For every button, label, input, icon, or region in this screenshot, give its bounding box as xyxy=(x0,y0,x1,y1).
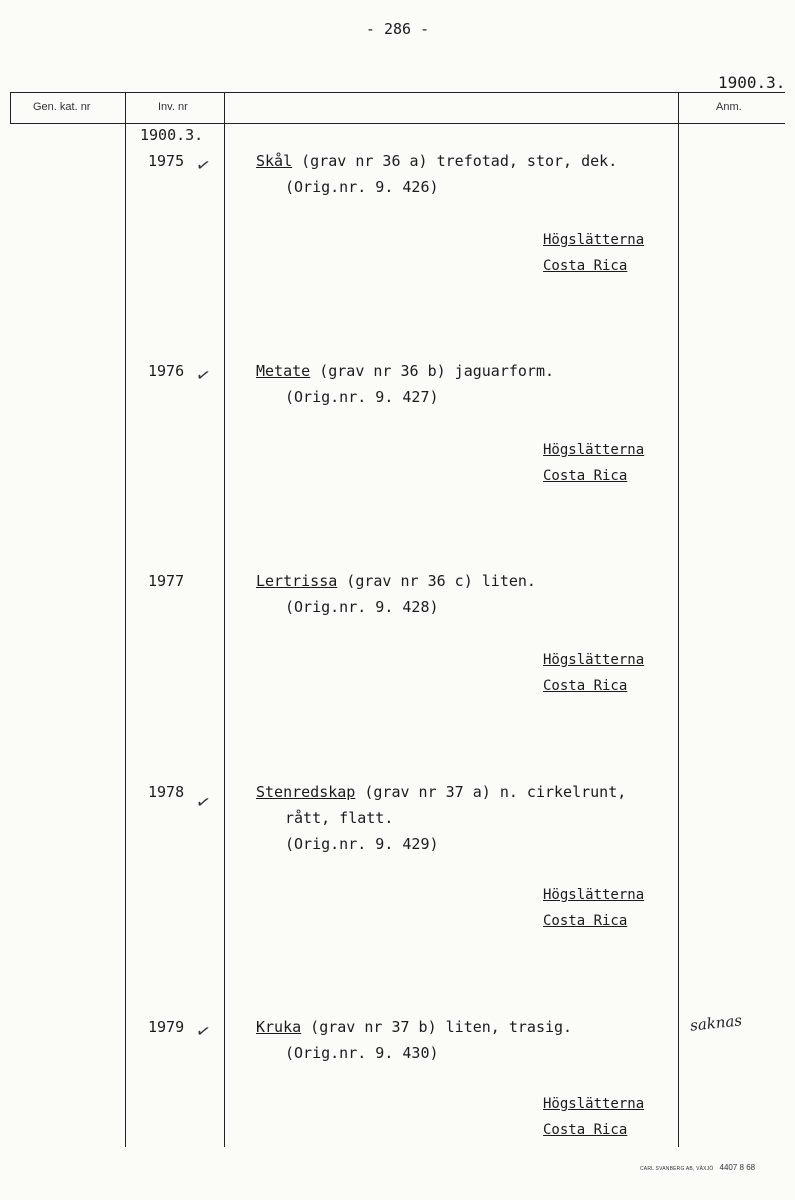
description-continued: rått, flatt. xyxy=(285,809,394,827)
header-inv-nr: Inv. nr xyxy=(158,101,188,113)
entry-description xyxy=(256,152,617,170)
object-name: Stenredskap xyxy=(256,783,356,801)
check-mark-icon: ✓ xyxy=(193,154,213,178)
object-details: (grav nr 36 c) liten. xyxy=(337,572,536,590)
place-region: Högslätterna xyxy=(543,1096,645,1112)
place-region: Högslätterna xyxy=(543,887,645,903)
object-name: Skål xyxy=(256,152,293,170)
printer-footer xyxy=(640,1163,755,1172)
header-top-rule xyxy=(10,92,785,93)
place-country: Costa Rica xyxy=(543,913,628,929)
header-gen-kat-nr: Gen. kat. nr xyxy=(33,101,91,113)
entry-description xyxy=(256,783,626,801)
page-number: - 286 - xyxy=(365,20,430,38)
check-mark-icon: ✓ xyxy=(193,364,213,388)
object-name: Kruka xyxy=(256,1018,302,1036)
entry-description xyxy=(256,572,536,590)
inventory-number: 1978 xyxy=(148,783,185,801)
object-name: Metate xyxy=(256,362,311,380)
catalog-year: 1900.3. xyxy=(718,73,786,92)
place-region: Högslätterna xyxy=(543,652,645,668)
header-bottom-rule xyxy=(10,123,785,124)
object-details: (grav nr 36 b) jaguarform. xyxy=(310,362,555,380)
header-anm: Anm. xyxy=(716,101,742,113)
orig-number: (Orig.nr. 9. 429) xyxy=(285,835,439,853)
inventory-number: 1975 xyxy=(148,152,185,170)
check-mark-icon: ✓ xyxy=(193,791,213,815)
place-country: Costa Rica xyxy=(543,1122,628,1138)
col-divider-3 xyxy=(678,92,679,1147)
object-name: Lertrissa xyxy=(256,572,338,590)
col-divider-2 xyxy=(224,92,225,1147)
place-region: Högslätterna xyxy=(543,232,645,248)
orig-number: (Orig.nr. 9. 427) xyxy=(285,388,439,406)
object-details: (grav nr 37 a) n. cirkelrunt, xyxy=(355,783,627,801)
orig-number: (Orig.nr. 9. 430) xyxy=(285,1044,439,1062)
orig-number: (Orig.nr. 9. 428) xyxy=(285,598,439,616)
place-region: Högslätterna xyxy=(543,442,645,458)
col-divider-1 xyxy=(125,92,126,1147)
orig-number: (Orig.nr. 9. 426) xyxy=(285,178,439,196)
printer-name: CARL SVANBERG AB, VÄXJÖ xyxy=(640,1166,714,1172)
object-details: (grav nr 36 a) trefotad, stor, dek. xyxy=(292,152,618,170)
inventory-number: 1977 xyxy=(148,572,185,590)
entry-description xyxy=(256,362,554,380)
entry-description xyxy=(256,1018,572,1036)
inventory-number: 1979 xyxy=(148,1018,185,1036)
left-rule xyxy=(10,92,11,123)
object-details: (grav nr 37 b) liten, trasig. xyxy=(301,1018,573,1036)
place-country: Costa Rica xyxy=(543,678,628,694)
place-country: Costa Rica xyxy=(543,468,628,484)
column-year: 1900.3. xyxy=(140,126,204,144)
inventory-number: 1976 xyxy=(148,362,185,380)
check-mark-icon: ✓ xyxy=(193,1020,213,1044)
form-code: 4407 8 68 xyxy=(719,1163,756,1172)
place-country: Costa Rica xyxy=(543,258,628,274)
remark-handwritten: saknas xyxy=(689,1011,743,1035)
